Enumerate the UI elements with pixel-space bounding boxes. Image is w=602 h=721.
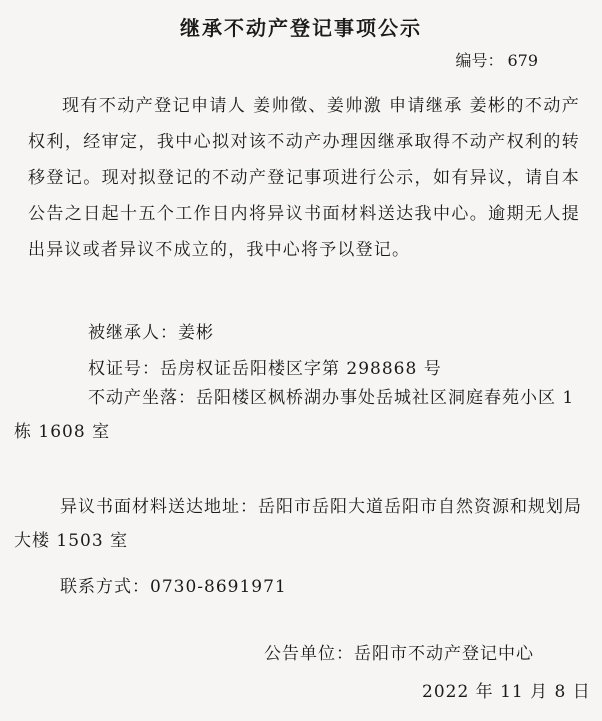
issuer-value: 岳阳市不动产登记中心 [354,644,534,664]
objection-address-block [14,490,584,558]
document-number-value: 679 [507,51,538,70]
issuer-line [264,639,534,664]
main-paragraph: 现有不动产登记申请人 姜帅徵、姜帅激 申请继承 姜彬的不动产权利，经审定，我中心拟对该不动产办理因继承取得不动产权利的转移登记。现对拟登记的不动产登记事项进行公示，如有异议，请自本公告之日起十五个工作日内将异议书面材料送达我中心。逾期无人提出异议或者异议不成立的，我中心将予以登记。 [28,96,580,260]
page-title: 继承不动产登记事项公示 [180,16,422,40]
objection-address-value: 岳阳市岳阳大道岳阳市自然资源和规划局大楼 1503 室 [14,497,582,551]
certificate-line [88,354,442,379]
issuer-label: 公告单位： [264,644,354,664]
objection-address-label: 异议书面材料送达地址： [60,497,258,517]
heir-value: 姜彬 [178,323,214,343]
issue-date: 2022 年 11 月 8 日 [422,682,591,702]
location-value: 岳阳楼区枫桥湖办事处岳城社区洞庭春苑小区 1 栋 1608 室 [14,388,575,442]
certificate-value: 岳房权证岳阳楼区字第 298868 号 [160,359,442,379]
contact-line [60,572,287,597]
location-block [14,381,584,449]
contact-label: 联系方式： [60,577,150,597]
notice-body [28,88,580,268]
contact-value: 0730-8691971 [150,577,287,597]
heir-label: 被继承人： [88,323,178,343]
heir-line [88,318,214,343]
document-number-label: 编号： [455,51,504,70]
location-label: 不动产坐落： [88,388,196,408]
document-number [455,48,538,71]
certificate-label: 权证号： [88,359,160,379]
